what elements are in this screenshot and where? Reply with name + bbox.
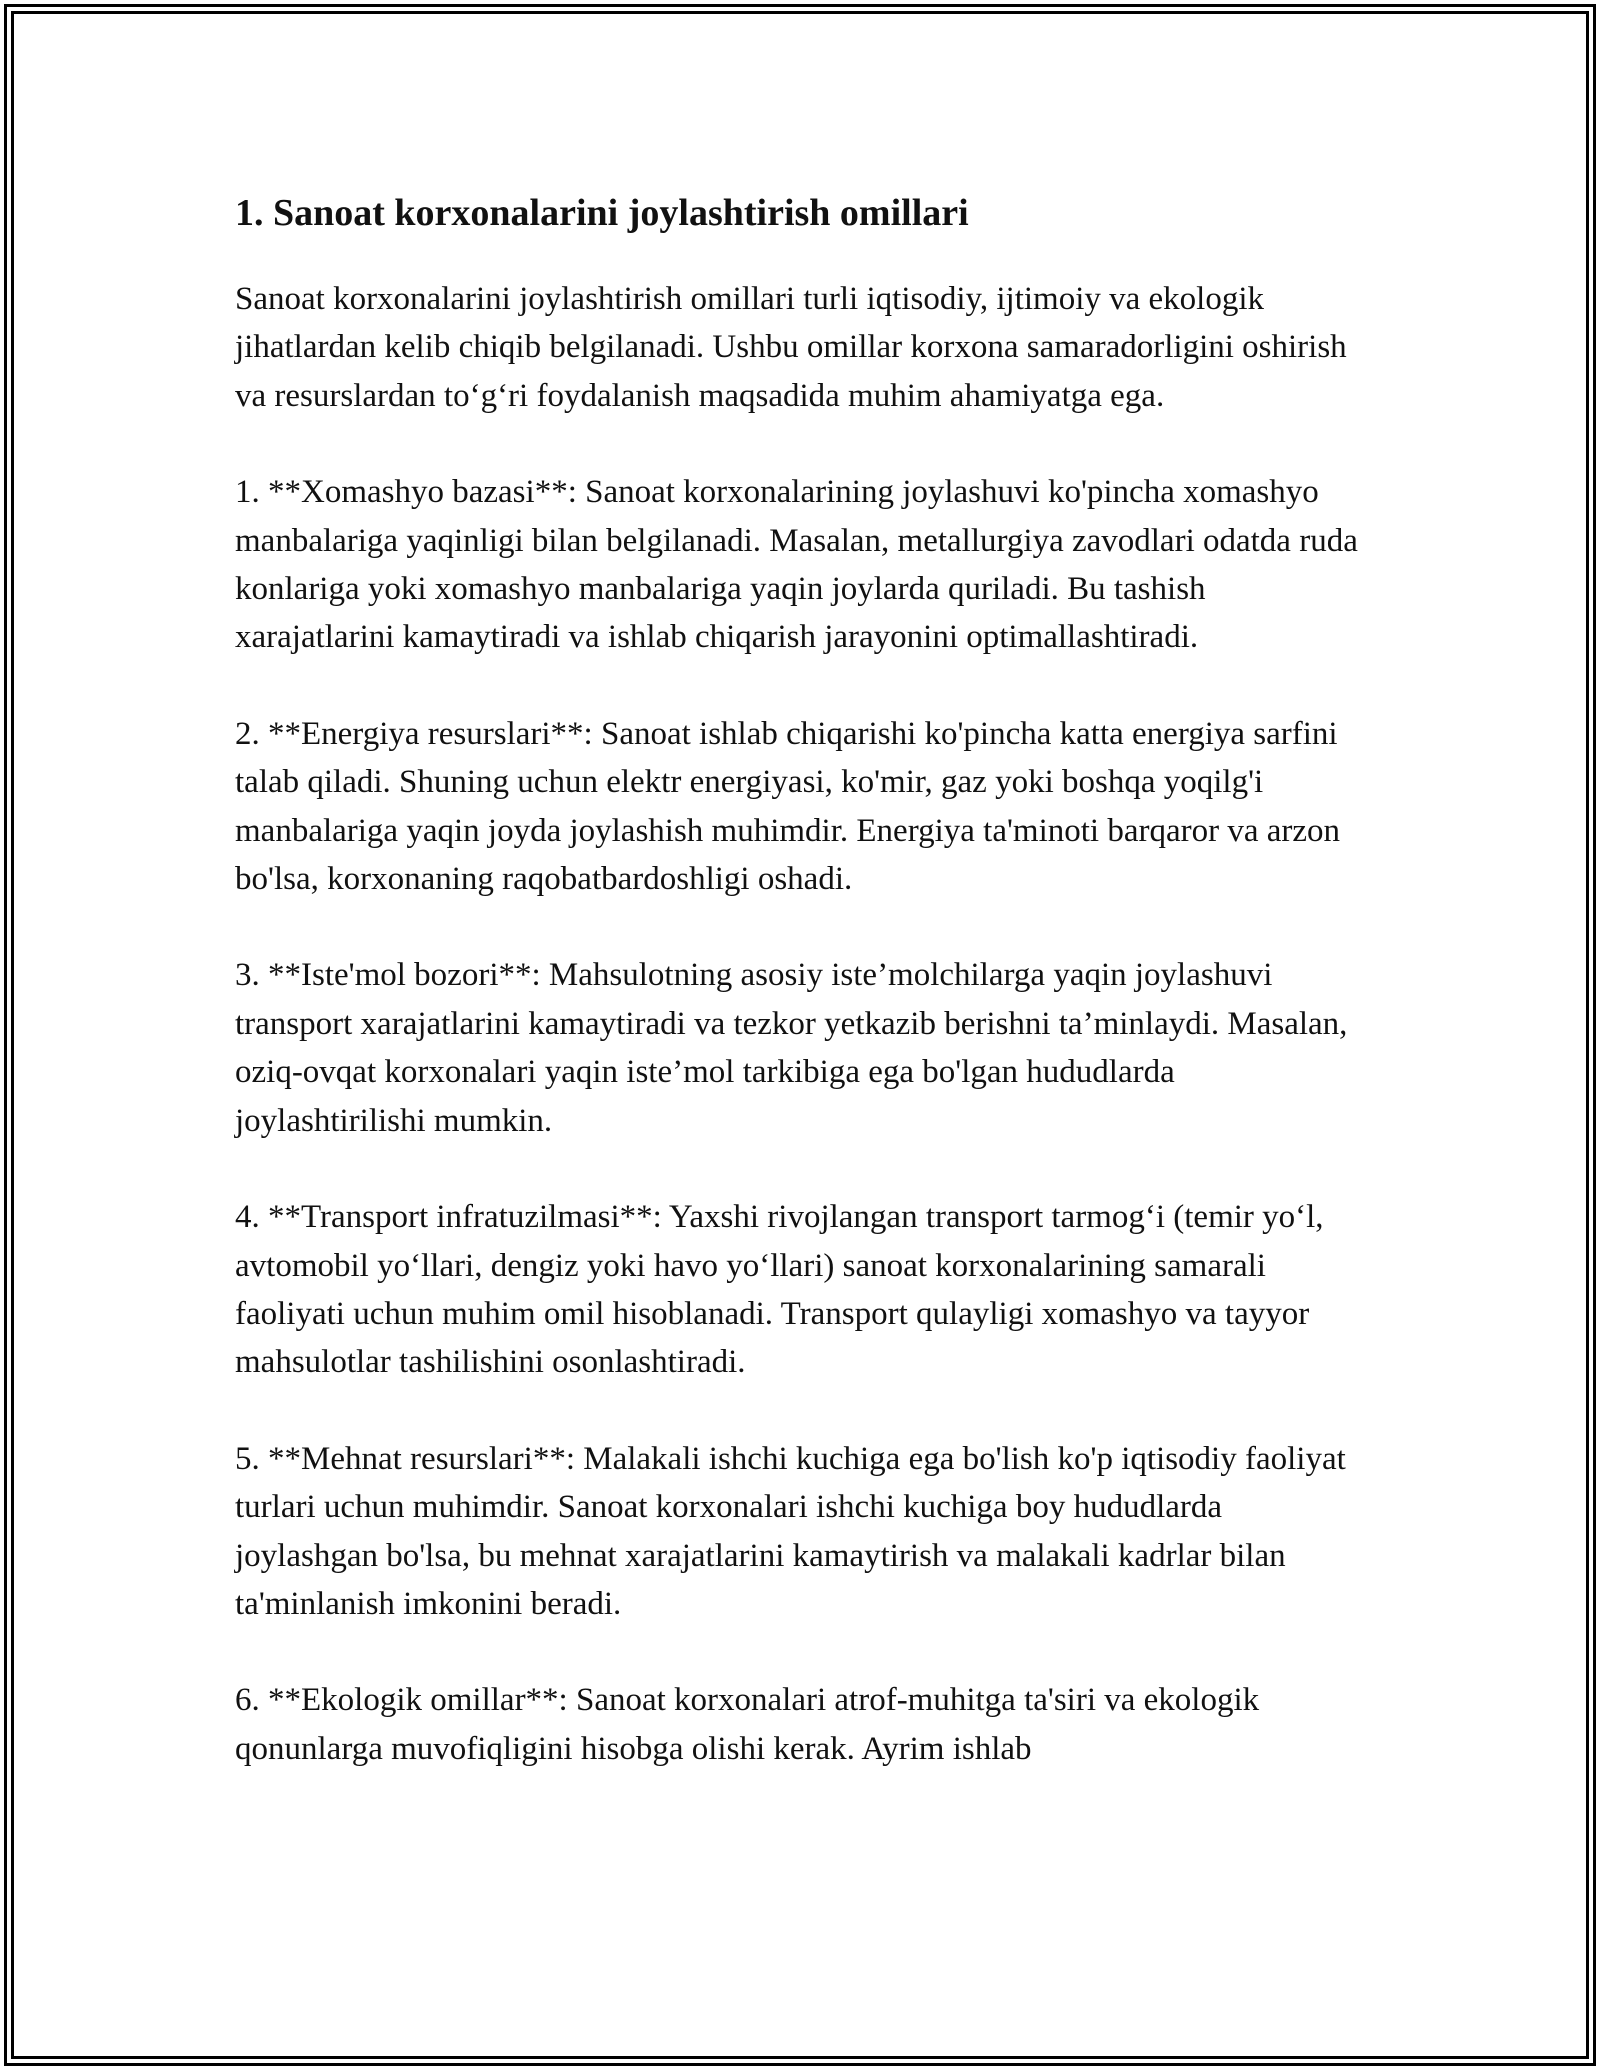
factor-consumer-market-paragraph: 3. **Iste'mol bozori**: Mahsulotning asosiy iste’molchilarga yaqin joylashuvi transport xarajatlarini kamaytiradi va tezkor yetkazib berishni ta’minlaydi. Masalan, oziq-ovqat korxonalari yaqin iste’mol tarkibiga ega bo'lgan hududlarda joylashtirilishi mumkin. xyxy=(235,957,1348,1139)
factor-energy-paragraph: 2. **Energiya resurslari**: Sanoat ishlab chiqarishi ko'pincha katta energiya sarfini talab qiladi. Shuning uchun elektr energiyasi, ko'mir, gaz yoki boshqa yoqilg'i manbalariga yaqin joyda joylashish muhimdir. Energiya ta'minoti barqaror va arzon bo'lsa, korxonaning raqobatbardoshligi oshadi. xyxy=(235,715,1341,898)
document-body xyxy=(235,187,1365,1821)
intro-paragraph: Sanoat korxonalarini joylashtirish omillari turli iqtisodiy, ijtimoiy va ekologik jihatlardan kelib chiqib belgilanadi. Ushbu omillar korxona samaradorligini oshirish va resurslardan to‘g‘ri foydalanish maqsadida muhim ahamiyatga ega. xyxy=(235,281,1347,414)
factor-labor-paragraph: 5. **Mehnat resurslari**: Malakali ishchi kuchiga ega bo'lish ko'p iqtisodiy faoliyat turlari uchun muhimdir. Sanoat korxonalari ishchi kuchiga boy hududlarda joylashgan bo'lsa, bu mehnat xarajatlarini kamaytirish va malakali kadrlar bilan ta'minlanish imkonini beradi. xyxy=(235,1440,1346,1622)
factor-ecology-paragraph: 6. **Ekologik omillar**: Sanoat korxonalari atrof-muhitga ta'siri va ekologik qonunlarga muvofiqligini hisobga olishi kerak. Ayrim ishlab xyxy=(235,1682,1260,1767)
document-title: 1. Sanoat korxonalarini joylashtirish omillari xyxy=(235,192,969,234)
factor-raw-materials-paragraph: 1. **Xomashyo bazasi**: Sanoat korxonalarining joylashuvi ko'pincha xomashyo manbalariga yaqinligi bilan belgilanadi. Masalan, metallurgiya zavodlari odatda ruda konlariga yoki xomashyo manbalariga yaqin joylarda quriladi. Bu tashish xarajatlarini kamaytiradi va ishlab chiqarish jarayonini optimallashtiradi. xyxy=(235,474,1358,656)
factor-transport-paragraph: 4. **Transport infratuzilmasi**: Yaxshi rivojlangan transport tarmog‘i (temir yo‘l, avtomobil yo‘llari, dengiz yoki havo yo‘llari) sanoat korxonalarining samarali faoliyati uchun muhim omil hisoblanadi. Transport qulayligi xomashyo va tayyor mahsulotlar tashilishini osonlashtiradi. xyxy=(235,1199,1324,1381)
